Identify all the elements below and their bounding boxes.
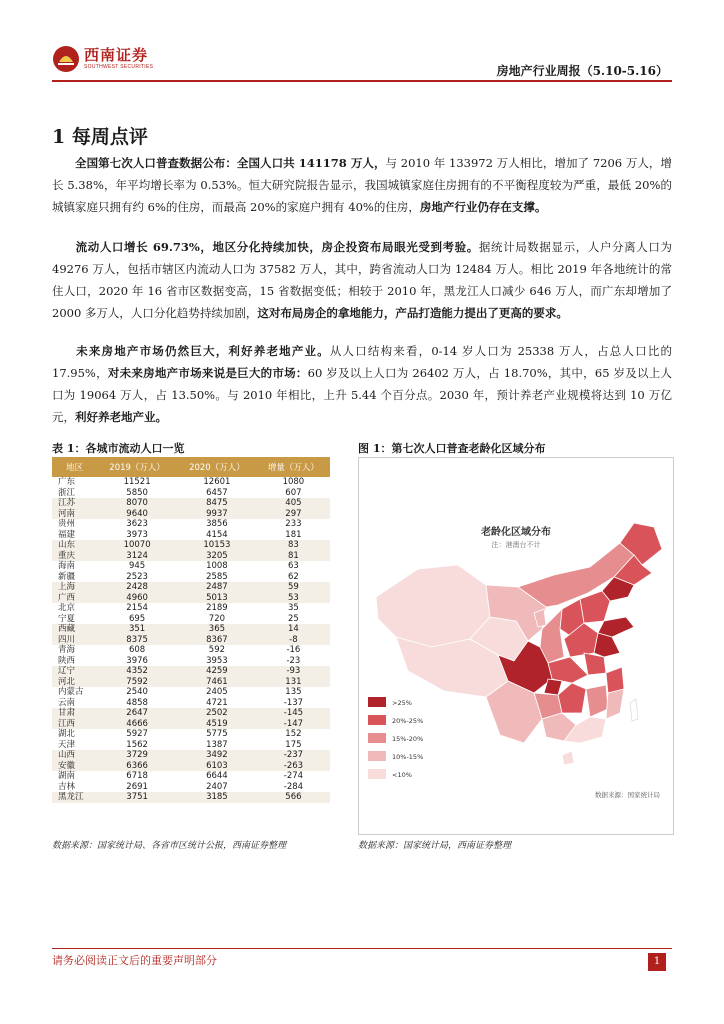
table-cell: 2523 bbox=[126, 571, 148, 582]
footer-notice: 请务必阅读正文后的重要声明部分 bbox=[52, 954, 217, 967]
table-cell: 河北 bbox=[58, 676, 76, 687]
map-note: 注：港澳台不计 bbox=[491, 541, 541, 549]
table-header-cell: 增量（万人） bbox=[257, 457, 330, 477]
table-cell: 8367 bbox=[206, 634, 228, 645]
table-cell: 广西 bbox=[58, 592, 76, 603]
table-cell: 10070 bbox=[123, 540, 151, 551]
table-cell: 浙江 bbox=[58, 487, 76, 498]
table-cell: 6366 bbox=[126, 760, 148, 771]
table-header-cell: 地区 bbox=[52, 457, 97, 477]
paragraph-elderly bbox=[52, 340, 672, 428]
legend-swatch bbox=[368, 751, 386, 761]
table-row bbox=[52, 792, 330, 803]
table-cell: 3492 bbox=[206, 750, 228, 761]
table-cell: 2154 bbox=[126, 603, 148, 614]
para3-bold-3: 利好养老地产业。 bbox=[75, 410, 167, 424]
table-row bbox=[52, 750, 330, 761]
table-cell: 宁夏 bbox=[58, 613, 76, 624]
table-cell: 安徽 bbox=[58, 760, 76, 771]
table-cell: 365 bbox=[208, 624, 226, 635]
table-row bbox=[52, 572, 330, 583]
table-row bbox=[52, 519, 330, 530]
table-cell: 14 bbox=[287, 624, 299, 635]
logo-name: 西南证券 bbox=[84, 46, 149, 64]
table-cell: 1080 bbox=[282, 477, 305, 488]
table-cell: 湖南 bbox=[58, 771, 76, 782]
figure-source: 数据来源：国家统计局，西南证券整理 bbox=[358, 841, 512, 851]
paragraph-census bbox=[52, 152, 672, 218]
table-cell: -23 bbox=[286, 655, 301, 666]
table-cell: 4154 bbox=[206, 529, 228, 540]
table-cell: 3856 bbox=[206, 519, 228, 530]
table-cell: 云南 bbox=[58, 697, 76, 708]
table-cell: 陕西 bbox=[58, 655, 76, 666]
table-cell: 河南 bbox=[58, 508, 76, 519]
table-cell: -16 bbox=[286, 645, 301, 656]
table-row bbox=[52, 498, 330, 509]
table-cell: -147 bbox=[283, 718, 304, 729]
table-cell: 3976 bbox=[126, 655, 148, 666]
table-cell: 2428 bbox=[126, 582, 148, 593]
table-cell: 内蒙古 bbox=[58, 687, 84, 698]
table-cell: 131 bbox=[285, 676, 302, 687]
table-cell: -8 bbox=[289, 634, 298, 645]
table-header-row bbox=[52, 457, 330, 477]
report-title: 房地产行业周报（5.10-5.16） bbox=[496, 64, 668, 78]
table-cell: 4960 bbox=[126, 592, 148, 603]
table-cell: 3623 bbox=[126, 519, 148, 530]
table-cell: 3973 bbox=[126, 529, 148, 540]
table-cell: 8070 bbox=[126, 498, 148, 509]
table-row bbox=[52, 624, 330, 635]
table-cell: 53 bbox=[287, 592, 299, 603]
legend-swatch bbox=[368, 733, 386, 743]
para1-bold-1: 全国第七次人口普查数据公布：全国人口共 141178 万人， bbox=[75, 156, 386, 170]
table-cell: 81 bbox=[287, 550, 299, 561]
table-cell: 297 bbox=[285, 508, 302, 519]
para2-bold-2: 这对布局房企的拿地能力，产品打造能力提出了更高的要求。 bbox=[257, 306, 568, 320]
table-cell: 8475 bbox=[206, 498, 228, 509]
table-row bbox=[52, 645, 330, 656]
table-row bbox=[52, 656, 330, 667]
table-cell: 四川 bbox=[58, 634, 76, 645]
para1-bold-2: 房地产行业仍存在支撑。 bbox=[419, 200, 547, 214]
legend-label: >25% bbox=[392, 699, 412, 707]
table-cell: 4858 bbox=[126, 697, 148, 708]
table-cell: 2502 bbox=[206, 708, 228, 719]
migration-table bbox=[52, 457, 330, 803]
table-cell: 山西 bbox=[58, 750, 76, 761]
table-row bbox=[52, 582, 330, 593]
table-cell: 233 bbox=[285, 519, 302, 530]
table-row bbox=[52, 635, 330, 646]
table-cell: 720 bbox=[208, 613, 226, 624]
table-cell: 西藏 bbox=[58, 624, 76, 635]
table-row bbox=[52, 729, 330, 740]
table-cell: 592 bbox=[208, 645, 226, 656]
table-row bbox=[52, 719, 330, 730]
table-cell: 1387 bbox=[206, 739, 228, 750]
table-cell: 4519 bbox=[206, 718, 228, 729]
table-cell: 11521 bbox=[123, 477, 151, 488]
table-cell: -284 bbox=[283, 781, 304, 792]
map-data-note: 数据来源：国家统计局 bbox=[595, 791, 660, 799]
table-cell: 152 bbox=[285, 729, 302, 740]
table-source: 数据来源：国家统计局、各省市区统计公报，西南证券整理 bbox=[52, 841, 287, 851]
table-cell: 8375 bbox=[126, 634, 148, 645]
table-cell: 2189 bbox=[206, 603, 228, 614]
legend-label: 10%-15% bbox=[392, 753, 424, 761]
table-cell: 6718 bbox=[126, 771, 148, 782]
para3-bold-1: 未来房地产市场仍然巨大，利好养老地产业。 bbox=[75, 344, 330, 358]
table-cell: 351 bbox=[128, 624, 146, 635]
aging-map-figure bbox=[358, 457, 674, 835]
figure-caption: 图 1：第七次人口普查老龄化区域分布 bbox=[358, 442, 546, 455]
table-cell: 4721 bbox=[206, 697, 228, 708]
table-cell: 62 bbox=[287, 571, 299, 582]
table-cell: 1008 bbox=[206, 561, 228, 572]
table-cell: 7592 bbox=[126, 676, 148, 687]
table-cell: 2691 bbox=[126, 781, 148, 792]
legend-swatch bbox=[368, 715, 386, 725]
table-cell: 25 bbox=[287, 613, 299, 624]
table-cell: 湖北 bbox=[58, 729, 76, 740]
table-cell: 1562 bbox=[126, 739, 148, 750]
table-row bbox=[52, 488, 330, 499]
table-cell: 63 bbox=[287, 561, 299, 572]
legend-label: 20%-25% bbox=[392, 717, 424, 725]
table-cell: 4352 bbox=[126, 666, 148, 677]
table-cell: 广东 bbox=[58, 477, 76, 488]
table-cell: 5013 bbox=[206, 592, 228, 603]
table-cell: 4259 bbox=[206, 666, 228, 677]
table-row bbox=[52, 782, 330, 793]
table-cell: 吉林 bbox=[58, 781, 76, 792]
legend-swatch bbox=[368, 769, 386, 779]
table-cell: 695 bbox=[128, 613, 146, 624]
logo-subtitle: SOUTHWEST SECURITIES bbox=[84, 64, 154, 70]
table-header-cell: 2019（万人） bbox=[97, 457, 177, 477]
table-row bbox=[52, 698, 330, 709]
table-header-cell: 2020（万人） bbox=[177, 457, 257, 477]
table-cell: 6644 bbox=[206, 771, 228, 782]
table-cell: 江西 bbox=[58, 718, 76, 729]
table-cell: 9937 bbox=[206, 508, 228, 519]
map-title: 老龄化区域分布 bbox=[481, 527, 551, 538]
table-cell: 天津 bbox=[58, 739, 76, 750]
table-cell: 566 bbox=[285, 792, 302, 803]
table-cell: -145 bbox=[283, 708, 304, 719]
table-cell: -137 bbox=[283, 697, 304, 708]
table-row bbox=[52, 593, 330, 604]
section-title: 1 每周点评 bbox=[52, 126, 148, 148]
table-cell: 608 bbox=[128, 645, 146, 656]
table-cell: 5927 bbox=[126, 729, 148, 740]
para2-bold-1: 流动人口增长 69.73%，地区分化持续加快，房企投资布局眼光受到考验。 bbox=[75, 240, 479, 254]
table-row bbox=[52, 740, 330, 751]
table-cell: 辽宁 bbox=[58, 666, 76, 677]
table-cell: 135 bbox=[285, 687, 302, 698]
table-cell: 9640 bbox=[126, 508, 148, 519]
table-cell: 83 bbox=[287, 540, 299, 551]
table-cell: 5775 bbox=[206, 729, 228, 740]
table-cell: 945 bbox=[128, 561, 146, 572]
para1-text-1: 与 2010 年 133972 万人相比，增加了 7206 万人，增长 5.38%，年平均增长率为 0.53%。恒大研究院报告显示，我国城镇家庭住房拥有的不平衡程度较为严重，最低 20%的城镇家庭只拥有约 6%的住房，而最高 20%的家庭户拥有 40%的住房， bbox=[52, 156, 672, 214]
table-row bbox=[52, 603, 330, 614]
table-cell: -93 bbox=[286, 666, 301, 677]
table-row bbox=[52, 509, 330, 520]
table-row bbox=[52, 677, 330, 688]
para2-text-1: 据统计局数据显示，人户分离人口为 49276 万人，包括市辖区内流动人口为 37582 万人，其中，跨省流动人口为 12484 万人。相比 2019 年各地统计的常住人口，2020 年 16 省市区数据变高，15 省数据变低；相较于 2010 年，黑龙江人口减少 646 万人，而广东却增加了 2000 多万人，人口分化趋势持续加剧， bbox=[52, 240, 672, 320]
table-cell: 3205 bbox=[206, 550, 228, 561]
page-header bbox=[0, 0, 724, 80]
table-cell: 3953 bbox=[206, 655, 228, 666]
table-row bbox=[52, 708, 330, 719]
table-cell: 新疆 bbox=[58, 571, 76, 582]
table-cell: 2487 bbox=[206, 582, 228, 593]
table-cell: 贵州 bbox=[58, 519, 76, 530]
table-row bbox=[52, 551, 330, 562]
table-cell: 上海 bbox=[58, 582, 76, 593]
table-row bbox=[52, 540, 330, 551]
table-cell: 山东 bbox=[58, 540, 76, 551]
table-cell: 10153 bbox=[203, 540, 231, 551]
table-cell: 海南 bbox=[58, 561, 76, 572]
table-cell: 12601 bbox=[203, 477, 231, 488]
table-cell: 35 bbox=[287, 603, 299, 614]
paragraph-migration bbox=[52, 236, 672, 324]
header-divider bbox=[52, 80, 672, 82]
table-cell: 5850 bbox=[126, 487, 148, 498]
table-cell: 3124 bbox=[126, 550, 148, 561]
table-row bbox=[52, 771, 330, 782]
table-cell: 3751 bbox=[126, 792, 148, 803]
para3-bold-2: 对未来房地产市场来说是巨大的市场： bbox=[107, 366, 308, 380]
table-caption: 表 1：各城市流动人口一览 bbox=[52, 442, 185, 455]
table-cell: 重庆 bbox=[58, 550, 76, 561]
table-row bbox=[52, 561, 330, 572]
table-cell: 黑龙江 bbox=[58, 792, 84, 803]
table-cell: 6457 bbox=[206, 487, 228, 498]
table-cell: 3185 bbox=[206, 792, 228, 803]
table-cell: 2407 bbox=[206, 781, 228, 792]
table-cell: -237 bbox=[283, 750, 304, 761]
legend-swatch bbox=[368, 697, 386, 707]
table-cell: -274 bbox=[283, 771, 304, 782]
footer-divider bbox=[52, 948, 672, 949]
table-cell: 福建 bbox=[58, 529, 76, 540]
table-row bbox=[52, 477, 330, 488]
table-cell: 6103 bbox=[206, 760, 228, 771]
table-cell: 甘肃 bbox=[58, 708, 76, 719]
table-cell: 59 bbox=[287, 582, 299, 593]
legend-label: <10% bbox=[392, 771, 412, 779]
table-cell: 青海 bbox=[58, 645, 76, 656]
table-cell: 4666 bbox=[126, 718, 148, 729]
table-row bbox=[52, 614, 330, 625]
legend-label: 15%-20% bbox=[392, 735, 424, 743]
table-cell: 7461 bbox=[206, 676, 228, 687]
table-row bbox=[52, 687, 330, 698]
table-cell: 2405 bbox=[206, 687, 228, 698]
table-cell: 2585 bbox=[206, 571, 228, 582]
table-cell: 2647 bbox=[126, 708, 148, 719]
page-number: 1 bbox=[648, 953, 666, 971]
para3-text-2: 60 岁及以上人口为 26402 万人，占 18.70%，其中，65 岁及以上人口为 19064 万人，占 13.50%。与 2010 年相比，上升 5.44 个百分点。2030 年，预计养老产业规模将达到 10 万亿元， bbox=[52, 366, 672, 424]
table-cell: 北京 bbox=[58, 603, 76, 614]
table-cell: 405 bbox=[285, 498, 302, 509]
table-row bbox=[52, 666, 330, 677]
table-cell: 175 bbox=[285, 739, 302, 750]
table-cell: 2540 bbox=[126, 687, 148, 698]
table-cell: 江苏 bbox=[58, 498, 76, 509]
logo-icon bbox=[52, 45, 80, 73]
table-cell: -263 bbox=[283, 760, 304, 771]
table-cell: 607 bbox=[285, 487, 302, 498]
table-row bbox=[52, 761, 330, 772]
table-cell: 3729 bbox=[126, 750, 148, 761]
table-cell: 181 bbox=[285, 529, 302, 540]
para3-text-1: 从人口结构来看，0-14 岁人口为 25338 万人，占总人口比的 17.95%， bbox=[52, 344, 672, 380]
table-row bbox=[52, 530, 330, 541]
